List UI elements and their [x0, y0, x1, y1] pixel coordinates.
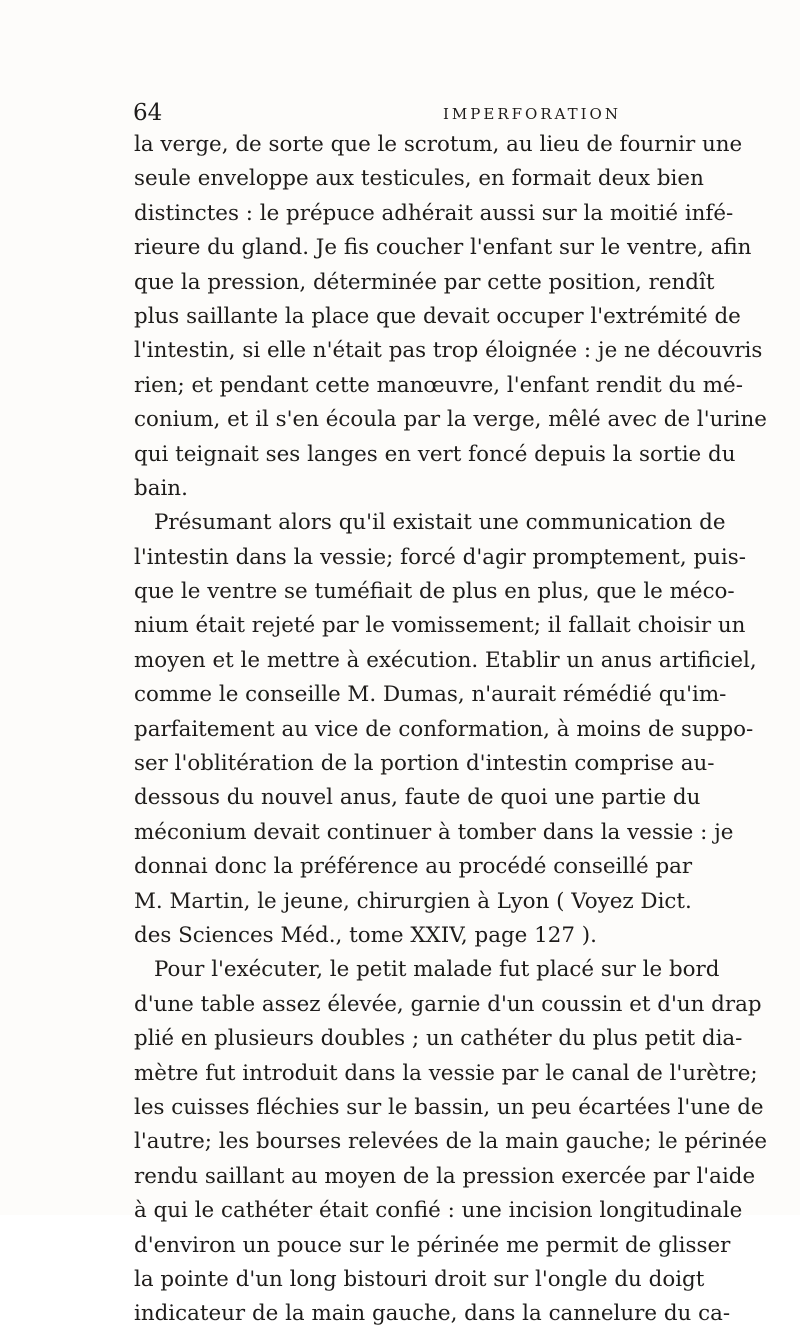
text-line: à qui le cathéter était confié : une incision longitudinale — [134, 1198, 743, 1224]
body-text — [134, 128, 768, 1332]
running-title: IMPERFORATION — [443, 105, 621, 123]
text-line: d'environ un pouce sur le périnée me permit de glisser — [134, 1232, 731, 1258]
text-line: l'autre; les bourses relevées de la main gauche; le périnée — [134, 1129, 768, 1155]
paragraph-end-line: bain. — [134, 475, 188, 501]
text-line: que le ventre se tuméfiait de plus en plus, que le méco- — [134, 579, 735, 605]
text-line: dessous du nouvel anus, faute de quoi une partie du — [134, 785, 701, 811]
text-line: nium était rejeté par le vomissement; il fallait choisir un — [134, 613, 746, 639]
text-line: rien; et pendant cette manœuvre, l'enfant rendit du mé- — [134, 372, 743, 398]
text-line: l'intestin, si elle n'était pas trop éloignée : je ne découvris — [134, 338, 763, 364]
text-line: indicateur de la main gauche, dans la cannelure du ca- — [134, 1301, 731, 1327]
text-line: mètre fut introduit dans la vessie par le canal de l'urètre; — [134, 1060, 758, 1086]
text-line: les cuisses fléchies sur le bassin, un peu écartées l'une de — [134, 1094, 764, 1120]
text-line: rendu saillant au moyen de la pression exercée par l'aide — [134, 1163, 756, 1189]
text-line: moyen et le mettre à exécution. Etablir un anus artificiel, — [134, 647, 757, 673]
text-line: rieure du gland. Je fis coucher l'enfant sur le ventre, afin — [134, 235, 752, 261]
text-line: méconium devait continuer à tomber dans la vessie : je — [134, 819, 734, 845]
page-number: 64 — [133, 100, 163, 126]
text-line: qui teignait ses langes en vert foncé depuis la sortie du — [134, 441, 736, 467]
text-line: l'intestin dans la vessie; forcé d'agir promptement, puis- — [134, 544, 746, 570]
text-line: M. Martin, le jeune, chirurgien à Lyon ( Voyez Dict. — [134, 888, 692, 914]
text-line: plus saillante la place que devait occuper l'extrémité de — [134, 303, 741, 329]
text-line: plié en plusieurs doubles ; un cathéter du plus petit dia- — [134, 1026, 743, 1052]
text-line: donnai donc la préférence au procédé conseillé par — [134, 854, 693, 880]
paragraph-start-line: Pour l'exécuter, le petit malade fut placé sur le bord — [154, 957, 720, 983]
text-line: la pointe d'un long bistouri droit sur l'ongle du doigt — [134, 1266, 705, 1292]
running-head — [133, 98, 673, 128]
text-line: d'une table assez élevée, garnie d'un coussin et d'un drap — [134, 991, 762, 1017]
text-line: la verge, de sorte que le scrotum, au lieu de fournir une — [134, 132, 743, 157]
text-line: seule enveloppe aux testicules, en formait deux bien — [134, 166, 704, 192]
text-line: conium, et il s'en écoula par la verge, mêlé avec de l'urine — [134, 407, 767, 433]
text-line: que la pression, déterminée par cette position, rendît — [134, 269, 715, 295]
text-line: ser l'oblitération de la portion d'intestin comprise au- — [134, 751, 715, 777]
text-line: distinctes : le prépuce adhérait aussi sur la moitié infé- — [134, 200, 734, 226]
text-line: comme le conseille M. Dumas, n'aurait rémédié qu'im- — [134, 682, 727, 708]
paragraph-end-line: des Sciences Méd., tome XXIV, page 127 ). — [134, 922, 597, 948]
paragraph-start-line: Présumant alors qu'il existait une communication de — [154, 510, 726, 536]
text-line: parfaitement au vice de conformation, à moins de suppo- — [134, 716, 754, 742]
